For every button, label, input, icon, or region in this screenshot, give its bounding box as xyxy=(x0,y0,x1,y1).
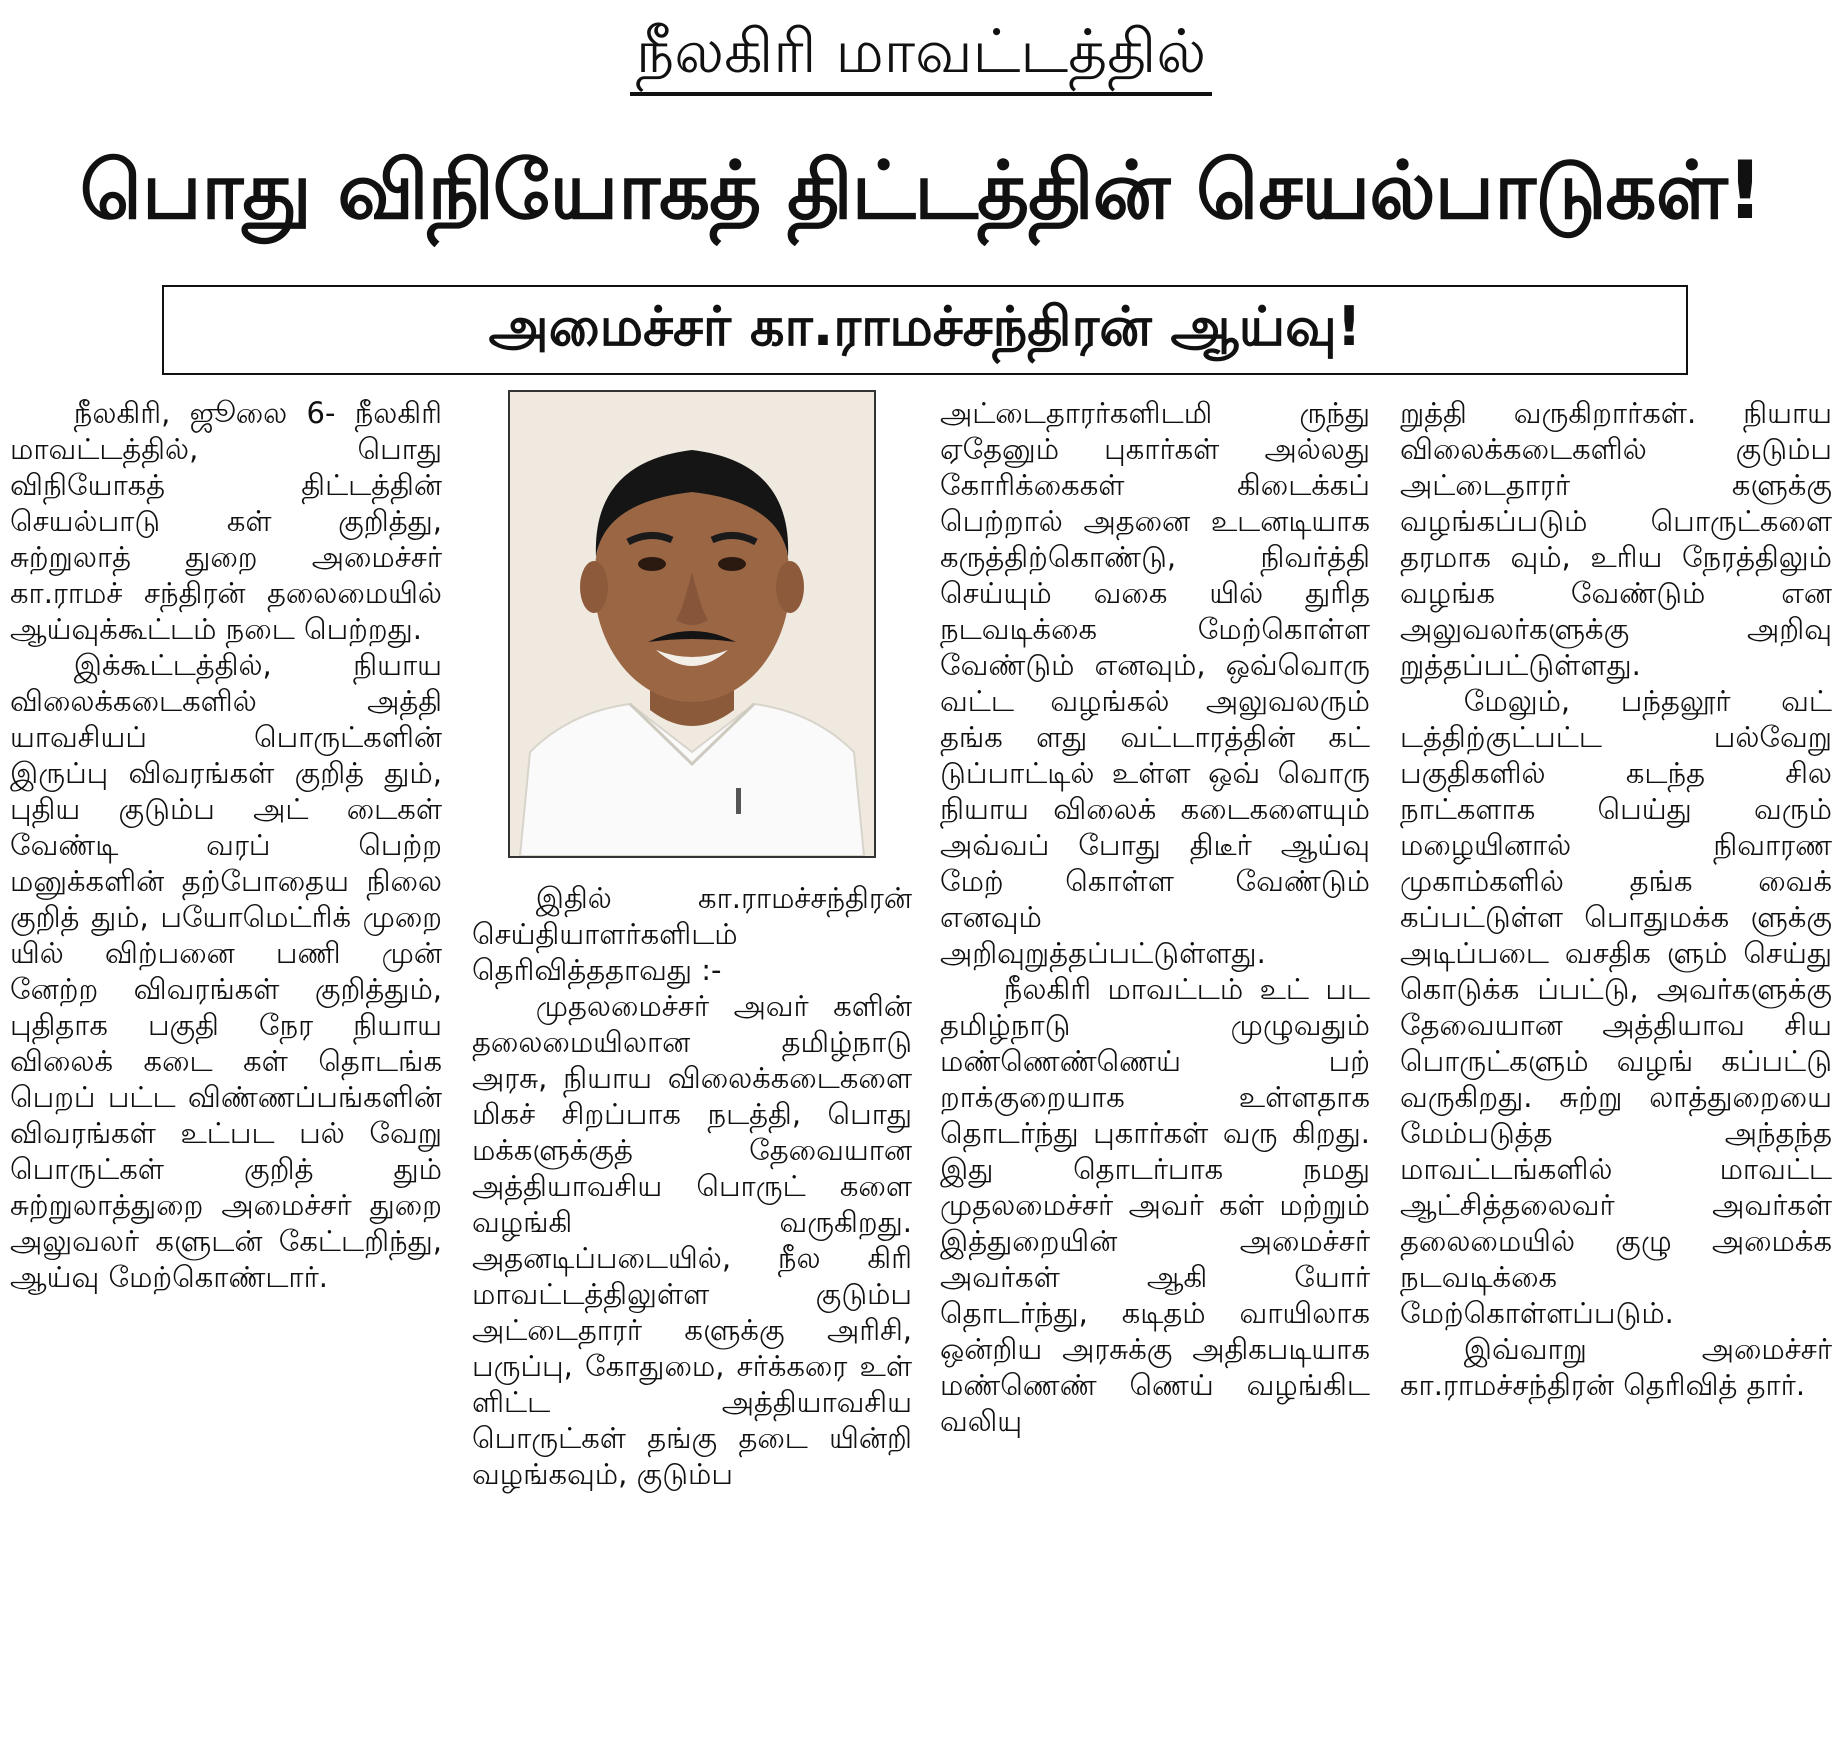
col4-paragraph-3: இவ்வாறு அமைச்சர் கா.ராமச்சந்திரன் தெரிவித் தார். xyxy=(1400,1332,1832,1402)
col4-paragraph-1: றுத்தி வருகிறார்கள். நியாய விலைக்கடைகளில் குடும்ப அட்டைதாரர் களுக்கு வழங்கப்படும் பொருட்களை தரமாக வும், உரிய நேரத்திலும் வழங்க வேண்டும் என அலுவலர்களுக்கு அறிவு றுத்தப்பட்டுள்ளது. xyxy=(1400,396,1832,682)
minister-photo xyxy=(508,390,876,858)
col2-paragraph-1: இதில் கா.ராமச்சந்திரன் செய்தியாளர்களிடம் தெரிவித்ததாவது :- xyxy=(472,881,912,987)
article-column-4 xyxy=(1400,395,1832,1735)
portrait-photo-icon xyxy=(510,392,874,856)
article-column-3 xyxy=(940,395,1370,1735)
col1-paragraph-1: நீலகிரி, ஜூலை 6- நீலகிரி மாவட்டத்தில், பொது விநியோகத் திட்டத்தின் செயல்பாடு கள் குறித்து, சுற்றுலாத் துறை அமைச்சர் கா.ராமச் சந்திரன் தலைமையில் ஆய்வுக்கூட்டம் நடை பெற்றது. xyxy=(10,396,442,646)
kicker-text: நீலகிரி மாவட்டத்தில் xyxy=(630,14,1212,96)
subheadline: அமைச்சர் கா.ராமச்சந்திரன் ஆய்வு! xyxy=(488,294,1362,358)
article-column-1 xyxy=(10,395,442,1735)
subheadline-box xyxy=(162,285,1688,375)
col2-paragraph-2: முதலமைச்சர் அவர் களின் தலைமையிலான தமிழ்நாடு அரசு, நியாய விலைக்கடைகளை மிகச் சிறப்பாக நடத்தி, பொது மக்களுக்குத் தேவையான அத்தியாவசிய பொருட் களை வழங்கி வருகிறது. அதனடிப்படையில், நீல கிரி மாவட்டத்திலுள்ள குடும்ப அட்டைதாரர் களுக்கு அரிசி, பருப்பு, கோதுமை, சர்க்கரை உள் ளிட்ட அத்தியாவசிய பொருட்கள் தங்கு தடை யின்றி வழங்கவும், குடும்ப xyxy=(472,989,912,1491)
col3-paragraph-1: அட்டைதாரர்களிடமி ருந்து ஏதேனும் புகார்கள் அல்லது கோரிக்கைகள் கிடைக்கப் பெற்றால் அதனை உடனடியாக கருத்திற்கொண்டு, நிவர்த்தி செய்யும் வகை யில் துரித நடவடிக்கை மேற்கொள்ள வேண்டும் எனவும், ஒவ்வொரு வட்ட வழங்கல் அலுவலரும் தங்க ளது வட்டாரத்தின் கட் டுப்பாட்டில் உள்ள ஒவ் வொரு நியாய விலைக் கடைகளையும் அவ்வப் போது திடீர் ஆய்வு மேற் கொள்ள வேண்டும் எனவும் அறிவுறுத்தப்பட்டுள்ளது. xyxy=(940,396,1370,970)
col3-paragraph-2: நீலகிரி மாவட்டம் உட் பட தமிழ்நாடு முழுவதும் மண்ணெண்ணெய் பற் றாக்குறையாக உள்ளதாக தொடர்ந்து புகார்கள் வரு கிறது. இது தொடர்பாக நமது முதலமைச்சர் அவர் கள் மற்றும் இத்துறையின் அமைச்சர் அவர்கள் ஆகி யோர் தொடர்ந்து, கடிதம் வாயிலாக ஒன்றிய அரசுக்கு அதிகபடியாக மண்ணெண் ணெய் வழங்கிட வலியு xyxy=(940,972,1370,1438)
col4-paragraph-2: மேலும், பந்தலூர் வட் டத்திற்குட்பட்ட பல்வேறு பகுதிகளில் கடந்த சில நாட்களாக பெய்து வரும் மழையினால் நிவாரண முகாம்களில் தங்க வைக் கப்பட்டுள்ள பொதுமக்க ளுக்கு அடிப்படை வசதிக ளும் செய்து கொடுக்க ப்பட்டு, அவர்களுக்கு தேவையான அத்தியாவ சிய பொருட்களும் வழங் கப்பட்டு வருகிறது. சுற்று லாத்துறையை மேம்படுத்த அந்தந்த மாவட்டங்களில் மாவட்ட ஆட்சித்தலைவர் அவர்கள் தலைமையில் குழு அமைக்க நடவடிக்கை மேற்கொள்ளப்படும். xyxy=(1400,684,1832,1330)
article-column-2 xyxy=(472,880,912,1740)
kicker-line xyxy=(0,14,1842,96)
col1-paragraph-2: இக்கூட்டத்தில், நியாய விலைக்கடைகளில் அத்தி யாவசியப் பொருட்களின் இருப்பு விவரங்கள் குறித் தும், புதிய குடும்ப அட் டைகள் வேண்டி வரப் பெற்ற மனுக்களின் தற்போதைய நிலை குறித் தும், பயோமெட்ரிக் முறை யில் விற்பனை பணி முன் னேற்ற விவரங்கள் குறித்தும், புதிதாக பகுதி நேர நியாய விலைக் கடை கள் தொடங்க பெறப் பட்ட விண்ணப்பங்களின் விவரங்கள் உட்பட பல் வேறு பொருட்கள் குறித் தும் சுற்றுலாத்துறை அமைச்சர் துறை அலுவலர் களுடன் கேட்டறிந்து, ஆய்வு மேற்கொண்டார். xyxy=(10,648,442,1294)
headline: பொது விநியோகத் திட்டத்தின் செயல்பாடுகள்! xyxy=(79,144,1763,237)
